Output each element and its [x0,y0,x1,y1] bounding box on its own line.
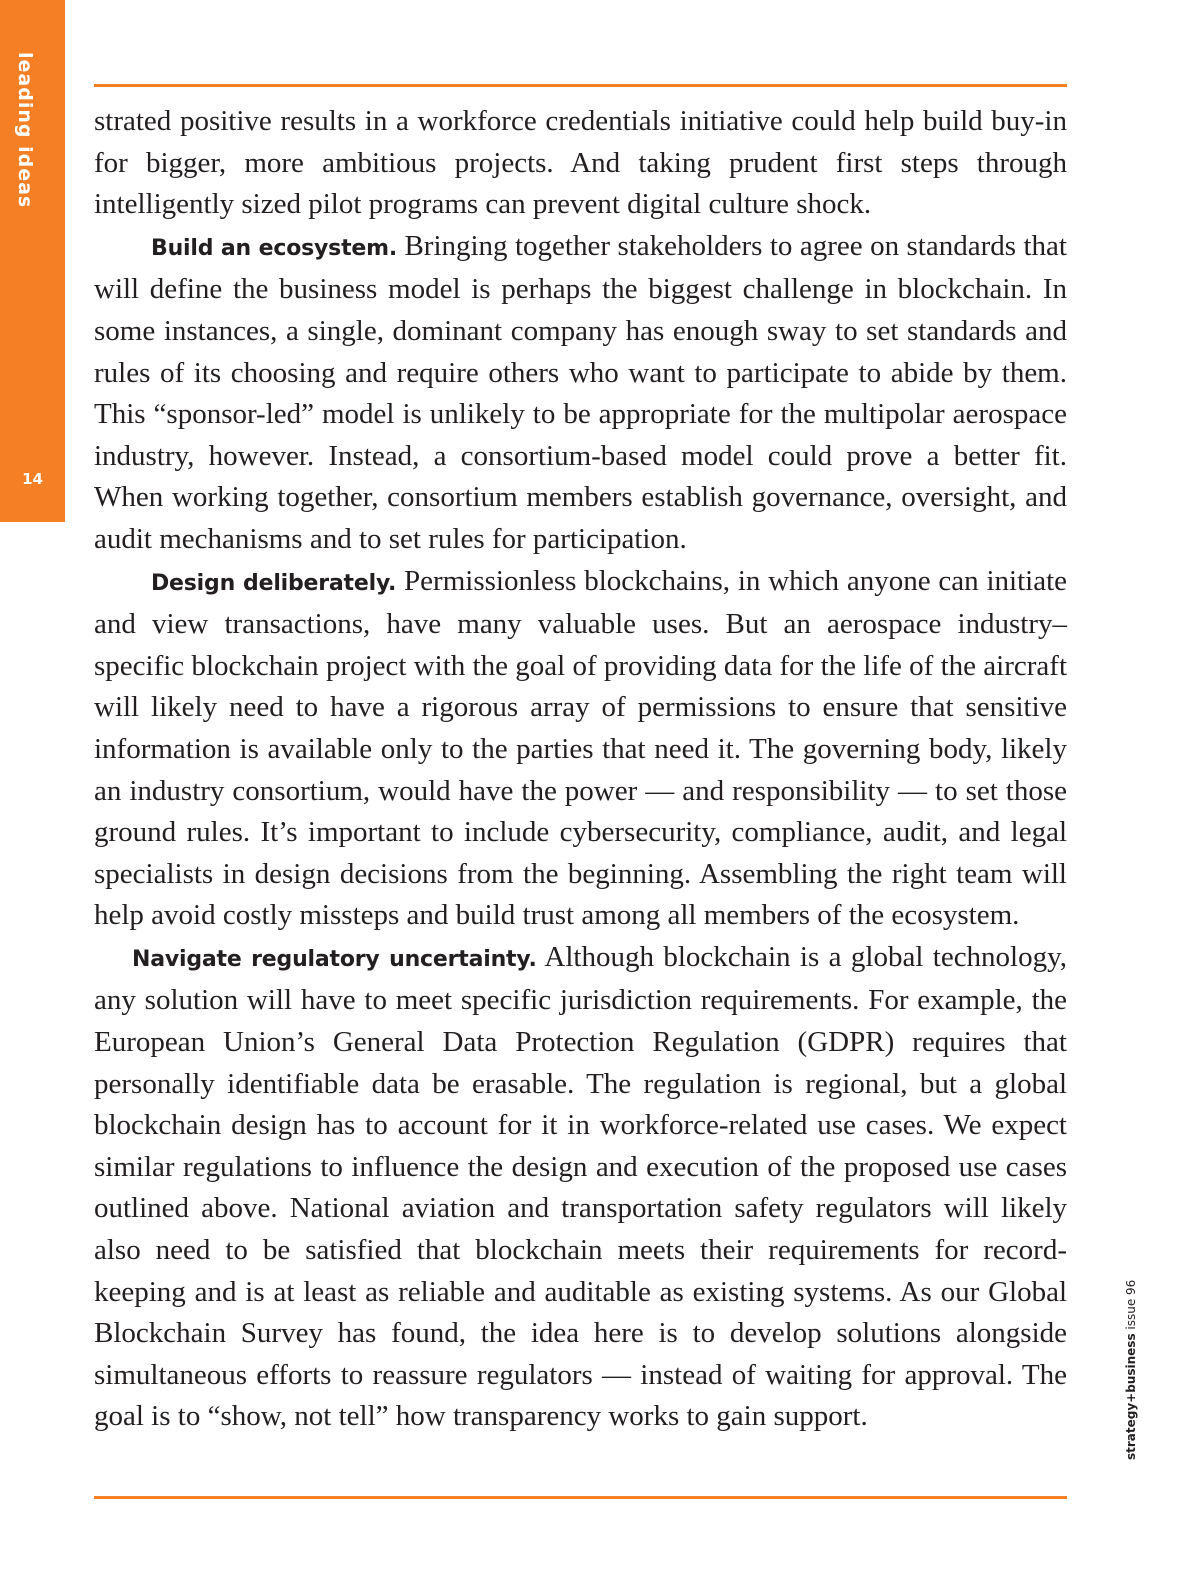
article-body [94,101,1067,1438]
paragraph-design-deliberately [94,561,1067,937]
publication-name: strategy+business [1124,1333,1138,1460]
paragraph-navigate-regulatory [94,937,1067,1438]
paragraph-text: Permissionless blockchains, in which anyone can initiate and view transactions, have many valuable uses. But an aerospace industry–specific blockchain project with the goal of providing data for the life of the aircraft will likely need to have a rigorous array of permissions to ensure that sensitive information is available only to the parties that need it. The governing body, likely an industry consortium, would have the power — and responsibility — to set those ground rules. It’s important to include cybersecurity, compliance, audit, and legal specialists in design decisions from the beginning. Assembling the right team will help avoid costly missteps and build trust among all members of the ecosystem. [94,564,1068,932]
run-in-heading: Build an ecosystem. [151,235,397,261]
paragraph-continuation [94,101,1067,226]
top-divider [94,84,1067,87]
page-number: 14 [22,470,43,488]
paragraph-text: Bringing together stakeholders to agree on standards that will define the business model is perhaps the biggest challenge in blockchain. In some instances, a single, dominant company has enough sway to set standards and rules of its choosing and require others who want to participate to abide by them. This “sponsor-led” model is unlikely to be appropriate for the multipolar aerospace industry, however. Instead, a consortium-based model could prove a better fit. When working together, consortium members establish governance, oversight, and audit mechanisms and to set rules for participation. [94,229,1067,555]
run-in-heading: Design deliberately. [151,570,397,596]
bottom-divider [94,1496,1067,1499]
issue-number: issue 96 [1124,1279,1138,1334]
paragraph-text: strated positive results in a workforce credentials initiative could help build buy-in for bigger, more ambitious projects. And taking prudent first steps through intelligently sized pilot programs can prevent digital culture shock. [94,105,1067,221]
paragraph-build-ecosystem [94,226,1067,561]
paragraph-text: Although blockchain is a global technology, any solution will have to meet specific jurisdiction requirements. For example, the European Union’s General Data Protection Regulation (GDPR) requires that personally identifiable data be erasable. The regulation is regional, but a global blockchain design has to account for it in workforce-related use cases. We expect similar regulations to influence the design and execution of the proposed use cases outlined above. National aviation and transportation safety regulators will likely also need to be satisfied that blockchain meets their requirements for record-keeping and is at least as reliable and auditable as existing systems. As our Global Blockchain Survey has found, the idea here is to develop solutions alongside simultaneous efforts to reassure regulators — instead of waiting for approval. The goal is to “show, not tell” how transparency works to gain support. [94,940,1067,1433]
section-label: leading ideas [14,52,36,209]
publication-credit [1124,1280,1138,1460]
run-in-heading: Navigate regulatory uncertainty. [132,946,537,972]
